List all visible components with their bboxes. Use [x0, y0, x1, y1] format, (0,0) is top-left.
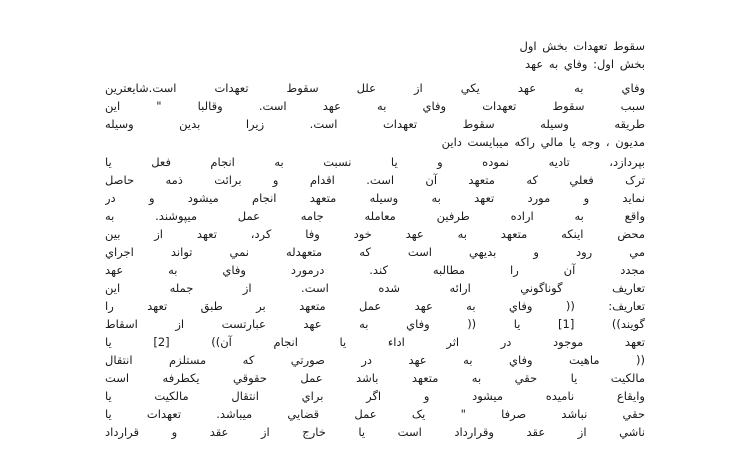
paragraph-line: محض اينکه متعهد به عهد خود وفا کرد، تعهد از بين — [105, 227, 645, 241]
document-subheading: بخش اول: وفاي به عهد — [524, 57, 645, 71]
paragraph-line: سبب سقوط تعهدات وفاي به عهد است. وقالبا " اين — [105, 99, 645, 113]
paragraph-line: ترک فعلي که متعهد آن است. اقدام و برائت ذمه حاصل — [105, 173, 645, 187]
paragraph-line: مديون ، وجه يا مالي راکه ميبايست داين — [441, 135, 645, 149]
paragraph-line: واقع به اراده طرفين معامله جامه عمل ميپوشند. به — [105, 209, 645, 223]
paragraph-line: تعهد موجود در اثر اداء يا انجام آن)) [2] يا — [105, 335, 645, 349]
paragraph-line: وفاي به عهد يکي از علل سقوط تعهدات است.شايعترين — [105, 81, 645, 95]
paragraph-line: نمايد و مورد تعهد به وسيله متعهد انجام ميشود و در — [105, 191, 645, 205]
paragraph-line: گويند)) [1] يا (( وفاي به عهد عبارتست از اسقاط — [105, 317, 645, 331]
paragraph-line: مالکيت يا حقي به متعهد باشد عمل حقوقي يکطرفه است — [105, 371, 645, 385]
paragraph-line: ناشي از عقد وقرارداد است يا خارج از عقد و قرارداد — [105, 425, 645, 439]
paragraph-line: حقي نباشد صرفا " يک عمل قضايي ميباشد. تعهدات يا — [105, 407, 645, 421]
paragraph-line: (( ماهيت وفاي به عهد در صورتي که مستلزم انتقال — [105, 353, 645, 367]
paragraph-line: تعاريف گوناگوني ارائه شده است. از جمله اين — [105, 281, 645, 295]
paragraph-1 — [105, 79, 645, 151]
paragraph-2 — [105, 153, 645, 441]
document-heading: سقوط تعهدات بخش اول — [519, 39, 645, 53]
paragraph-line: مجدد آن را مطالبه کند. درمورد وفاي به عهد — [105, 263, 645, 277]
paragraph-line: وايقاع ناميده ميشود و اگر براي انتقال مالکيت يا — [105, 389, 645, 403]
title-block — [105, 37, 645, 73]
paragraph-line: مي رود و بديهي است که متعهدله نمي تواند اجراي — [105, 245, 645, 259]
paragraph-line: بپردازد، تاديه نموده و يا نسبت به انجام فعل يا — [105, 155, 645, 169]
paragraph-line: طريقه وسيله سقوط تعهدات است. زيرا بدين وسيله — [105, 117, 645, 131]
paragraph-line: تعاريف: (( وفاي به عهد عمل متعهد بر طبق تعهد را — [105, 299, 645, 313]
